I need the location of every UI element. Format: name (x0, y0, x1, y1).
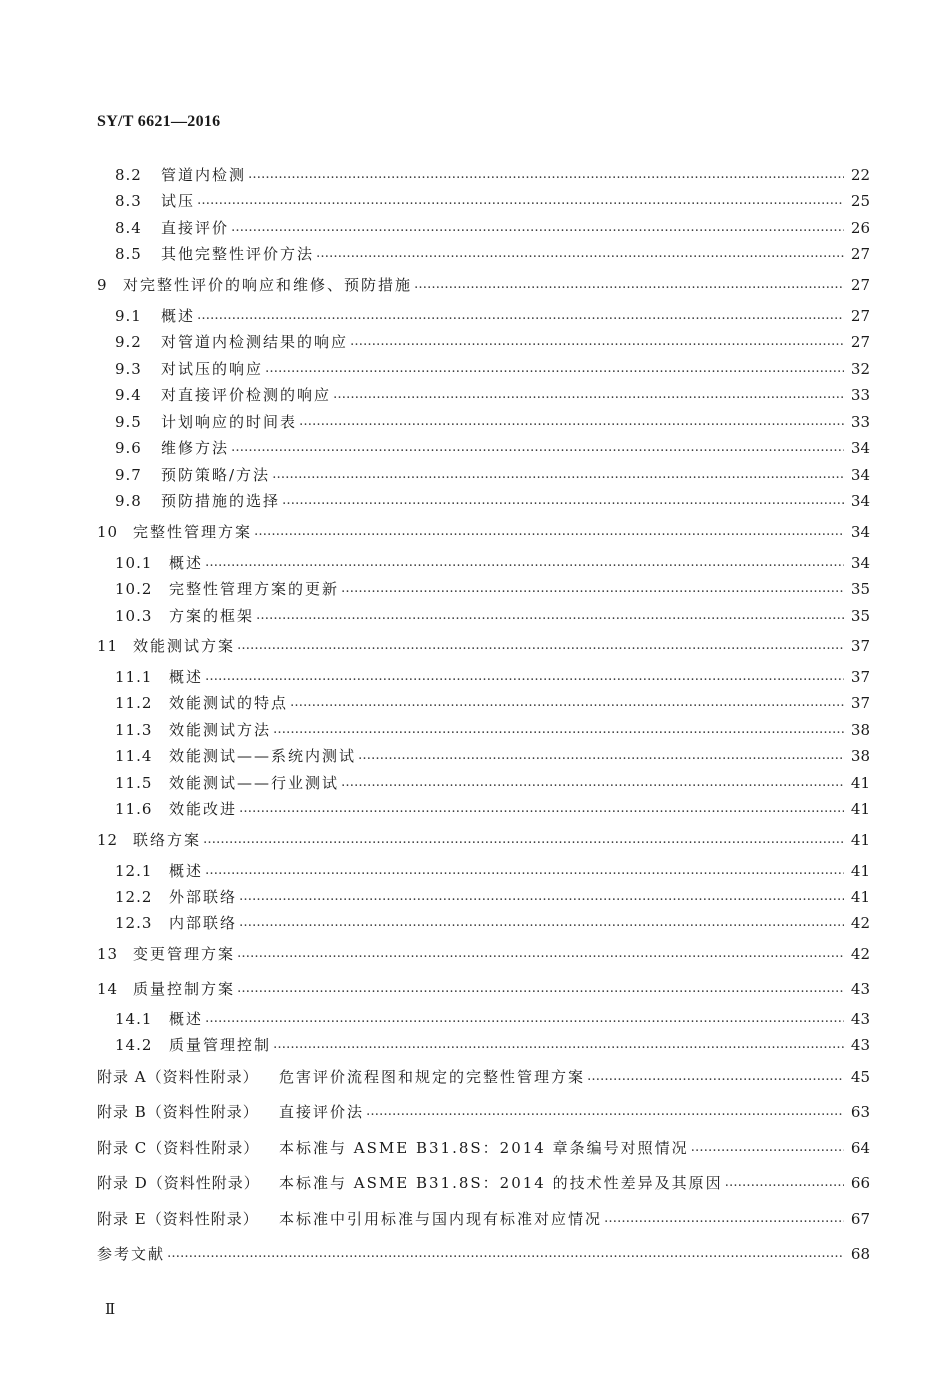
toc-chapter (97, 273, 870, 295)
toc-entry-title: 质量控制方案 (133, 980, 236, 998)
toc-entry-title: 试压 (161, 192, 196, 210)
toc-entry-page: 43 (850, 1010, 870, 1028)
toc-entry (115, 489, 870, 511)
toc-entry-number: 10.2 (115, 580, 153, 598)
toc-entry (115, 604, 870, 626)
toc-entry-page: 66 (850, 1174, 870, 1192)
toc-entry-number: 11.2 (115, 694, 153, 712)
toc-entry-title: 外部联络 (169, 888, 238, 906)
toc-entry (115, 885, 870, 907)
toc-entry-page: 26 (850, 219, 870, 237)
toc-leader-dots (197, 306, 844, 326)
toc-leader-dots (265, 359, 844, 379)
toc-entry-number: 10 (97, 523, 119, 541)
toc-entry-page: 34 (850, 439, 870, 457)
toc-entry-title: 参考文献 (97, 1245, 166, 1263)
toc-leader-dots (256, 606, 844, 626)
toc-entry (115, 383, 870, 405)
toc-entry-page: 68 (850, 1245, 870, 1263)
toc-entry (115, 577, 870, 599)
toc-entry-title: 概述 (169, 668, 204, 686)
toc-entry-page: 33 (850, 386, 870, 404)
toc-entry-page: 43 (850, 980, 870, 998)
toc-entry-title: 计划响应的时间表 (161, 413, 298, 431)
toc-leader-dots (691, 1138, 844, 1158)
toc-entry (115, 163, 870, 185)
toc-chapter (97, 942, 870, 964)
toc-entry-page: 25 (850, 192, 870, 210)
toc-leader-dots (231, 218, 844, 238)
toc-entry (115, 216, 870, 238)
toc-leader-dots (350, 332, 844, 352)
toc-entry-title: 效能测试——系统内测试 (169, 747, 357, 765)
toc-entry-number: 附录 E（资料性附录） (97, 1210, 259, 1228)
toc-leader-dots (205, 667, 844, 687)
toc-entry-page: 34 (850, 492, 870, 510)
toc-leader-dots (333, 385, 844, 405)
toc-entry-page: 32 (850, 360, 870, 378)
toc-chapter (97, 828, 870, 850)
toc-entry-title: 概述 (169, 862, 204, 880)
toc-entry-number: 8.5 (115, 245, 142, 263)
toc-leader-dots (273, 720, 844, 740)
toc-leader-dots (203, 830, 844, 850)
toc-chapter (97, 520, 870, 542)
toc-entry-number: 9.3 (115, 360, 142, 378)
toc-leader-dots (167, 1244, 844, 1264)
toc-leader-dots (299, 412, 844, 432)
toc-entry-number: 12 (97, 831, 119, 849)
toc-entry-page: 35 (850, 580, 870, 598)
toc-entry-title: 联络方案 (133, 831, 202, 849)
toc-entry-title: 直接评价 (161, 219, 230, 237)
toc-leader-dots (272, 465, 844, 485)
toc-entry-number: 9 (97, 276, 108, 294)
toc-entry-page: 34 (850, 523, 870, 541)
document-code-header: SY/T 6621—2016 (97, 113, 221, 130)
toc-entry-number: 9.8 (115, 492, 142, 510)
toc-leader-dots (604, 1209, 844, 1229)
toc-entry (115, 691, 870, 713)
toc-entry-page: 42 (850, 945, 870, 963)
toc-entry-page: 41 (850, 800, 870, 818)
toc-entry-number: 12.3 (115, 914, 153, 932)
toc-entry-page: 41 (850, 888, 870, 906)
toc-entry-number: 附录 C（资料性附录） (97, 1139, 260, 1157)
toc-entry-title: 完整性管理方案 (133, 523, 253, 541)
toc-entry-number: 11.3 (115, 721, 153, 739)
toc-entry-number: 14 (97, 980, 119, 998)
toc-leader-dots (341, 773, 844, 793)
toc-entry (115, 797, 870, 819)
toc-entry-number: 8.3 (115, 192, 142, 210)
toc-leader-dots (239, 887, 844, 907)
toc-leader-dots (414, 275, 844, 295)
toc-entry-number: 附录 D（资料性附录） (97, 1174, 260, 1192)
toc-entry-title: 效能测试方案 (133, 637, 236, 655)
toc-leader-dots (205, 1009, 844, 1029)
toc-entry-title: 概述 (161, 307, 196, 325)
toc-entry-number: 附录 A（资料性附录） (97, 1068, 259, 1086)
toc-leader-dots (239, 913, 844, 933)
toc-entry-number: 8.4 (115, 219, 142, 237)
toc-entry-page: 27 (850, 245, 870, 263)
toc-entry (115, 551, 870, 573)
toc-entry-number: 14.2 (115, 1036, 153, 1054)
toc-leader-dots (197, 191, 844, 211)
toc-entry-title: 对试压的响应 (161, 360, 264, 378)
toc-entry-number: 9.5 (115, 413, 142, 431)
toc-entry-number: 12.1 (115, 862, 153, 880)
toc-entry-page: 41 (850, 774, 870, 792)
toc-leader-dots (205, 553, 844, 573)
toc-leader-dots (254, 522, 844, 542)
toc-entry-number: 11.4 (115, 747, 153, 765)
toc-entry (115, 304, 870, 326)
toc-entry-number: 11 (97, 637, 119, 655)
toc-entry-page: 34 (850, 554, 870, 572)
toc-entry-title: 内部联络 (169, 914, 238, 932)
toc-entry-page: 37 (850, 637, 870, 655)
toc-entry-title: 对管道内检测结果的响应 (161, 333, 349, 351)
toc-leader-dots (725, 1173, 844, 1193)
toc-leader-dots (587, 1067, 844, 1087)
toc-entry-page: 35 (850, 607, 870, 625)
toc-leader-dots (290, 693, 844, 713)
toc-leader-dots (205, 861, 844, 881)
toc-references (97, 1242, 870, 1264)
toc-entry (115, 1007, 870, 1029)
toc-entry-title: 本标准中引用标准与国内现有标准对应情况 (279, 1210, 603, 1228)
toc-entry (115, 189, 870, 211)
toc-entry-page: 41 (850, 831, 870, 849)
toc-leader-dots (231, 438, 844, 458)
toc-entry-page: 45 (850, 1068, 870, 1086)
toc-leader-dots (341, 579, 844, 599)
toc-entry-number: 11.1 (115, 668, 153, 686)
toc-entry-title: 预防措施的选择 (161, 492, 281, 510)
toc-entry (115, 744, 870, 766)
toc-entry-page: 42 (850, 914, 870, 932)
toc-leader-dots (273, 1035, 844, 1055)
toc-entry-number: 9.7 (115, 466, 142, 484)
toc-leader-dots (237, 636, 844, 656)
toc-entry-number: 附录 B（资料性附录） (97, 1103, 259, 1121)
toc-entry (115, 718, 870, 740)
toc-entry-title: 直接评价法 (279, 1103, 365, 1121)
toc-leader-dots (316, 244, 844, 264)
toc-entry-page: 38 (850, 747, 870, 765)
toc-entry-title: 对完整性评价的响应和维修、预防措施 (123, 276, 413, 294)
toc-entry-number: 13 (97, 945, 119, 963)
toc-entry-page: 37 (850, 694, 870, 712)
toc-entry-page: 27 (850, 333, 870, 351)
toc-entry-page: 22 (850, 166, 870, 184)
toc-entry (115, 771, 870, 793)
toc-leader-dots (282, 491, 844, 511)
toc-entry-title: 概述 (169, 1010, 204, 1028)
toc-entry-title: 本标准与 ASME B31.8S：2014 章条编号对照情况 (279, 1139, 689, 1157)
toc-entry (115, 357, 870, 379)
toc-entry-number: 11.5 (115, 774, 153, 792)
toc-leader-dots (358, 746, 844, 766)
toc-entry-page: 67 (850, 1210, 870, 1228)
toc-entry (115, 410, 870, 432)
toc-entry-title: 危害评价流程图和规定的完整性管理方案 (279, 1068, 586, 1086)
toc-entry-number: 14.1 (115, 1010, 153, 1028)
toc-entry-page: 27 (850, 307, 870, 325)
toc-entry-title: 方案的框架 (169, 607, 255, 625)
toc-entry-page: 43 (850, 1036, 870, 1054)
toc-entry-title: 效能测试——行业测试 (169, 774, 340, 792)
toc-appendix (97, 1065, 870, 1087)
toc-entry (115, 665, 870, 687)
toc-entry-title: 对直接评价检测的响应 (161, 386, 332, 404)
toc-chapter (97, 634, 870, 656)
toc-appendix (97, 1207, 870, 1229)
toc-entry-number: 11.6 (115, 800, 153, 818)
toc-entry-title: 预防策略/方法 (161, 466, 271, 484)
toc-entry (115, 242, 870, 264)
toc-appendix (97, 1100, 870, 1122)
toc-leader-dots (239, 799, 844, 819)
toc-entry-number: 9.1 (115, 307, 142, 325)
toc-entry (115, 911, 870, 933)
toc-entry-number: 9.2 (115, 333, 142, 351)
toc-entry-page: 63 (850, 1103, 870, 1121)
toc-entry (115, 859, 870, 881)
toc-leader-dots (237, 944, 844, 964)
toc-entry-page: 27 (850, 276, 870, 294)
toc-entry-page: 38 (850, 721, 870, 739)
toc-entry-title: 变更管理方案 (133, 945, 236, 963)
page-roman-numeral: Ⅱ (105, 1300, 116, 1318)
toc-appendix (97, 1136, 870, 1158)
toc-entry-title: 其他完整性评价方法 (161, 245, 315, 263)
toc-leader-dots (237, 979, 844, 999)
toc-entry-page: 64 (850, 1139, 870, 1157)
toc-entry-title: 维修方法 (161, 439, 230, 457)
toc-entry-page: 41 (850, 862, 870, 880)
toc-entry-page: 37 (850, 668, 870, 686)
toc-entry-number: 9.6 (115, 439, 142, 457)
toc-entry (115, 1033, 870, 1055)
toc-entry (115, 330, 870, 352)
toc-entry-title: 效能改进 (169, 800, 238, 818)
toc-entry-page: 34 (850, 466, 870, 484)
toc-entry-number: 8.2 (115, 166, 142, 184)
toc-leader-dots (248, 165, 844, 185)
toc-appendix (97, 1171, 870, 1193)
toc-entry-number: 10.1 (115, 554, 153, 572)
toc-entry-title: 概述 (169, 554, 204, 572)
toc-entry (115, 436, 870, 458)
toc-entry-number: 10.3 (115, 607, 153, 625)
toc-entry (115, 463, 870, 485)
toc-entry-title: 本标准与 ASME B31.8S：2014 的技术性差异及其原因 (279, 1174, 723, 1192)
toc-entry-number: 9.4 (115, 386, 142, 404)
toc-entry-page: 33 (850, 413, 870, 431)
toc-entry-title: 完整性管理方案的更新 (169, 580, 340, 598)
toc-entry-title: 效能测试的特点 (169, 694, 289, 712)
toc-leader-dots (366, 1102, 844, 1122)
toc-entry-number: 12.2 (115, 888, 153, 906)
toc-entry-title: 管道内检测 (161, 166, 247, 184)
toc-entry-title: 效能测试方法 (169, 721, 272, 739)
toc-chapter (97, 977, 870, 999)
toc-entry-title: 质量管理控制 (169, 1036, 272, 1054)
